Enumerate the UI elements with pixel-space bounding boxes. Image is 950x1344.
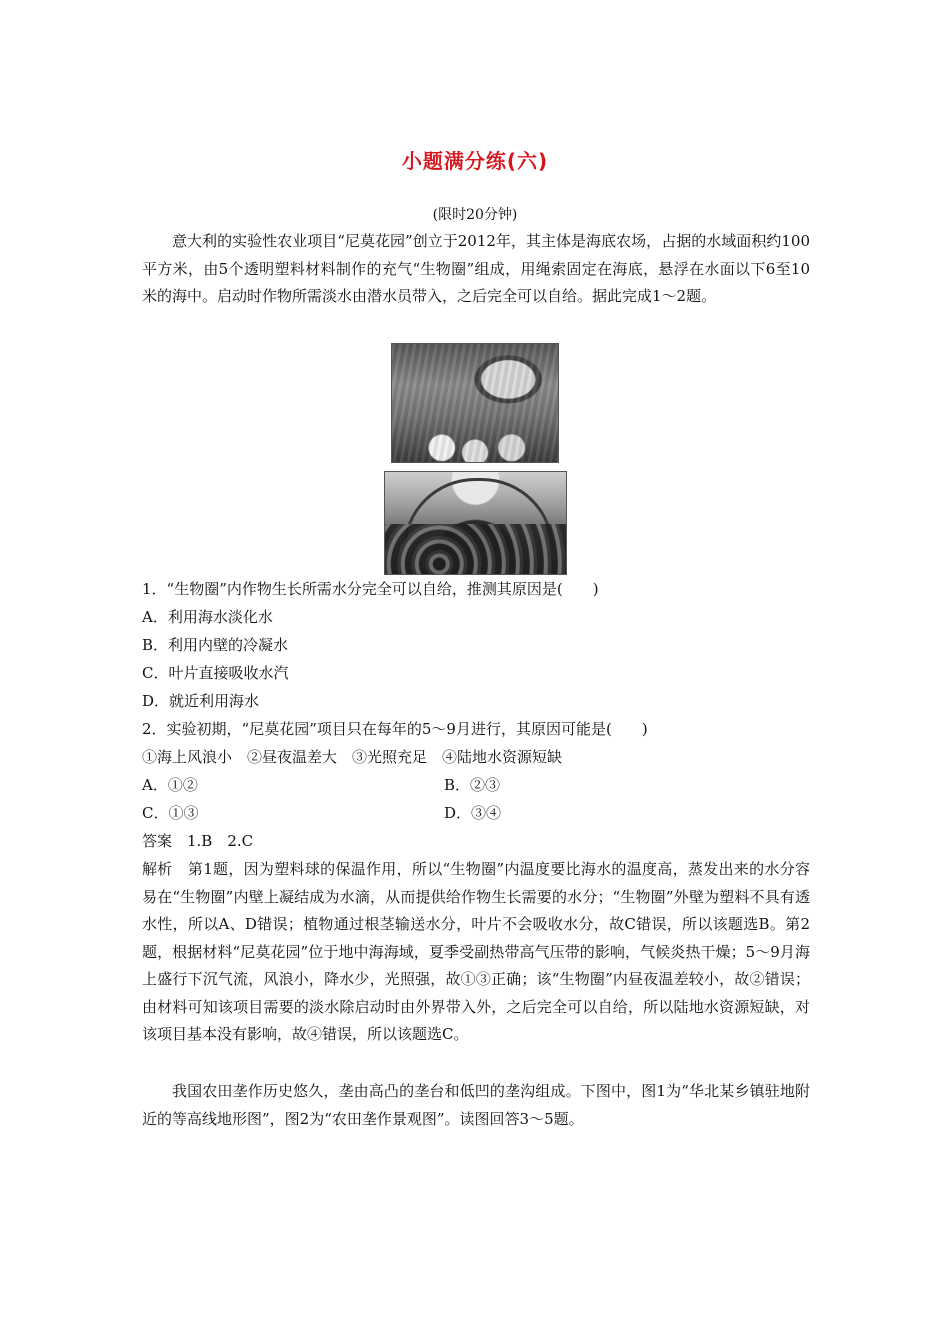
sea-farm-photo-underwater	[391, 343, 559, 463]
time-limit: (限时20分钟)	[432, 207, 518, 223]
intro-paragraph: 意大利的实验性农业项目“尼莫花园”创立于2012年，其主体是海底农场，占据的水域面积约100平方米，由5个透明塑料材料制作的充气“生物圈”组成，用绳索固定在海底，悬浮在水面以下6至10米的海中。启动时作物所需淡水由潜水员带入，之后完全可以自给。据此完成1～2题。	[142, 232, 810, 305]
question-2-option-c: C．①③	[142, 804, 199, 822]
intro-paragraph-2: 我国农田垄作历史悠久，垄由高凸的垄台和低凹的垄沟组成。下图中，图1为“华北某乡镇驻地附近的等高线地形图”，图2为“农田垄作景观图”。读图回答3～5题。	[142, 1082, 810, 1128]
question-2-option-a: A．①②	[142, 776, 198, 794]
answer-line: 答案 1.B 2.C	[142, 832, 254, 850]
sea-farm-photo-interior	[384, 471, 567, 575]
question-1-stem: 1．“生物圈”内作物生长所需水分完全可以自给，推测其原因是( )	[142, 580, 599, 598]
question-2-option-b: B．②③	[444, 776, 501, 794]
question-1-option-a: A．利用海水淡化水	[142, 608, 273, 626]
question-2-stem: 2．实验初期，“尼莫花园”项目只在每年的5～9月进行，其原因可能是( )	[142, 720, 648, 738]
question-1-option-b: B．利用内壁的冷凝水	[142, 636, 289, 654]
question-1-option-d: D．就近利用海水	[142, 692, 260, 710]
question-1-option-c: C．叶片直接吸收水汽	[142, 664, 289, 682]
page-title: 小题满分练(六)	[401, 149, 549, 173]
question-2-items: ①海上风浪小 ②昼夜温差大 ③光照充足 ④陆地水资源短缺	[142, 748, 563, 766]
analysis-paragraph: 解析 第1题，因为塑料球的保温作用，所以“生物圈”内温度要比海水的温度高，蒸发出来的水分容易在“生物圈”内壁上凝结成为水滴，从而提供给作物生长需要的水分；“生物圈”外壁为塑料不具有透水性，所以A、D错误；植物通过根茎输送水分，叶片不会吸收水分，故C错误，所以该题选B。第2题，根据材料“尼莫花园”位于地中海海域，夏季受副热带高气压带的影响，气候炎热干燥；5～9月海上盛行下沉气流，风浪小，降水少，光照强，故①③正确；该“生物圈”内昼夜温差较小，故②错误；由材料可知该项目需要的淡水除启动时由外界带入外，之后完全可以自给，所以陆地水资源短缺，对该项目基本没有影响，故④错误，所以该题选C。	[142, 860, 810, 1043]
question-2-option-d: D．③④	[444, 804, 502, 822]
